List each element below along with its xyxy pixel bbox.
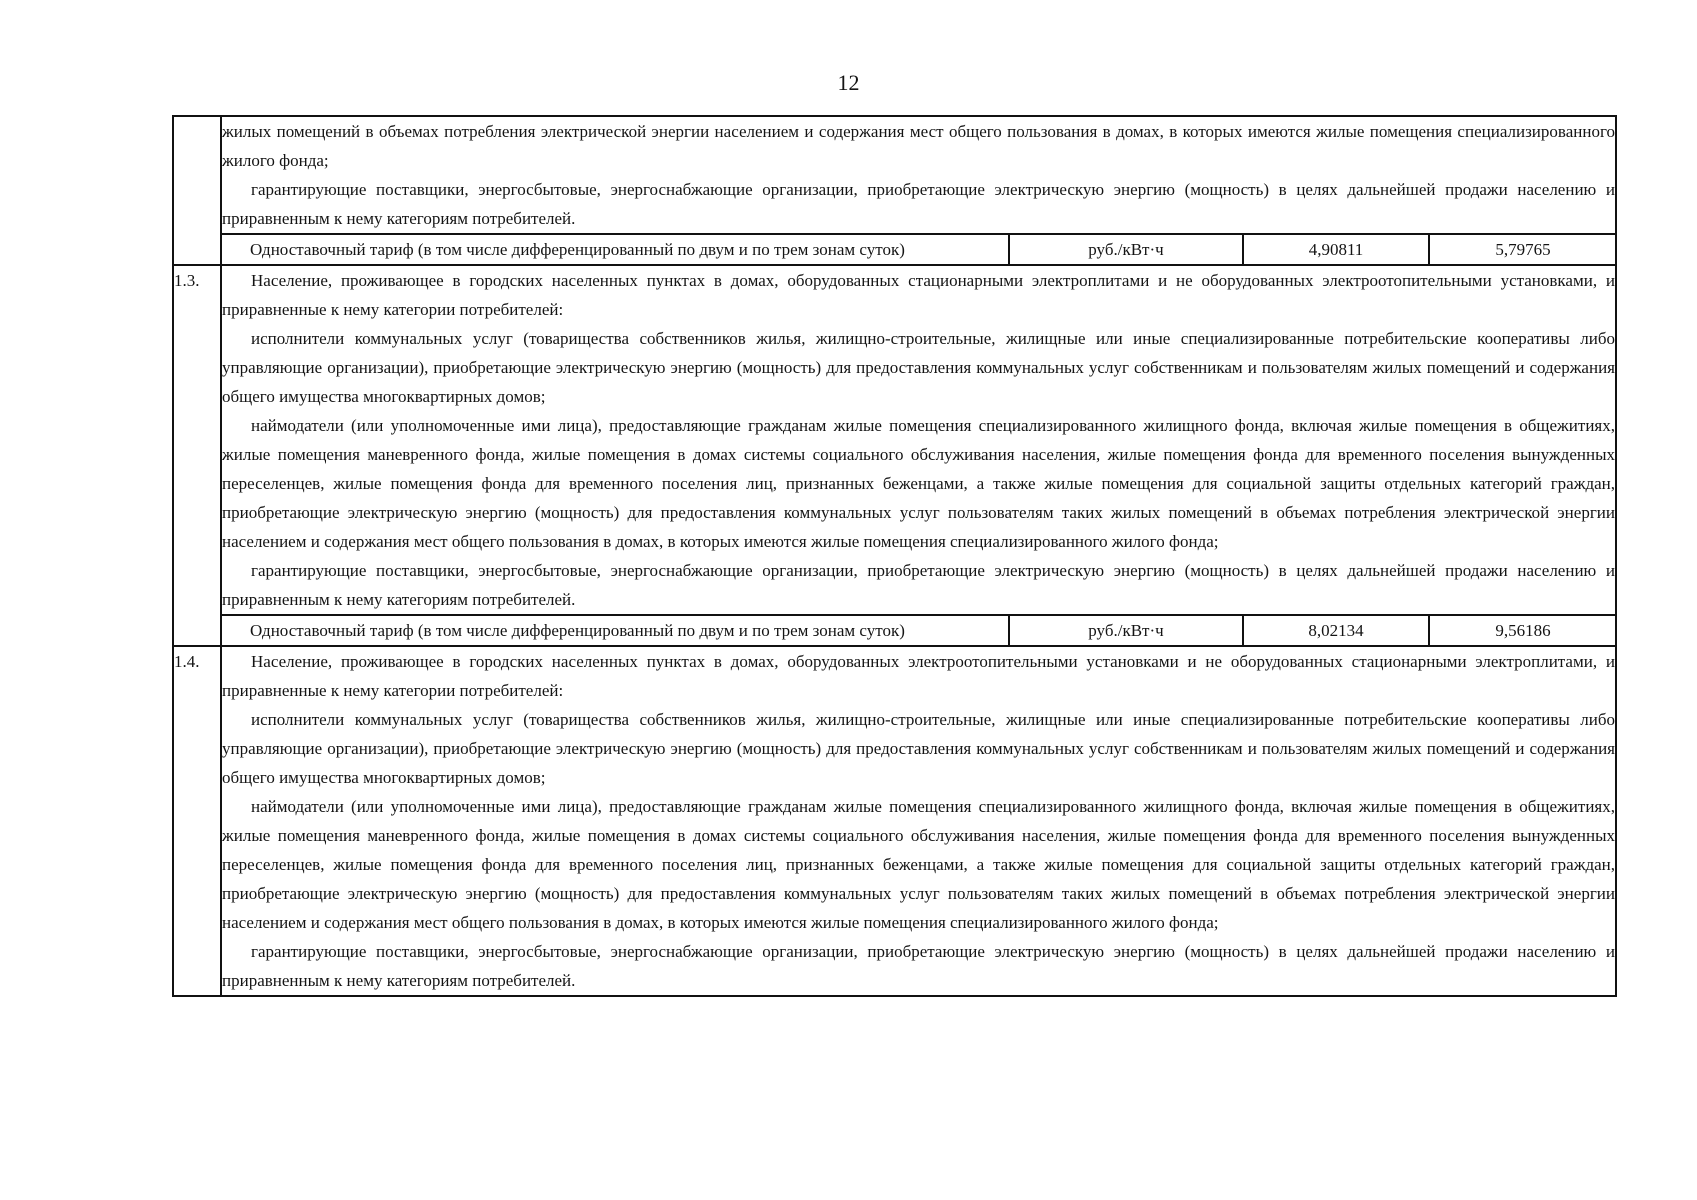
paragraph: Население, проживающее в городских населенных пунктах в домах, оборудованных электроотопительными установками и не оборудованных стационарными электроплитами, и приравненные к нему категории потребителей: xyxy=(222,652,1615,700)
paragraph: наймодатели (или уполномоченные ими лица), предоставляющие гражданам жилые помещения специализированного жилищного фонда, включая жилые помещения в общежитиях, жилые помещения маневренного фонда, жилые помещения в домах системы социального обслуживания населения, жилые помещения фонда для временного поселения вынужденных переселенцев, жилые помещения фонда для временного поселения лиц, признанных беженцами, а также жилые помещения для социальной защиты отдельных категорий граждан, приобретающие электрическую энергию (мощность) для предоставления коммунальных услуг пользователям таких жилых помещений в объемах потребления электрической энергии населением и содержания мест общего пользования в домах, в которых имеются жилые помещения специализированного жилого фонда; xyxy=(222,797,1615,932)
tariff-label: Одноставочный тариф (в том числе дифференцированный по двум и по трем зонам суток) xyxy=(221,616,1010,645)
tariff-unit: руб./кВт·ч xyxy=(1010,235,1244,264)
tariff-rate-row xyxy=(221,614,1616,645)
table-row xyxy=(173,116,1616,265)
tariff-value-first-half: 8,02134 xyxy=(1244,616,1430,645)
tariff-value-second-half: 9,56186 xyxy=(1495,621,1551,640)
tariff-rate-row xyxy=(221,233,1616,264)
tariff-unit: руб./кВт·ч xyxy=(1010,616,1244,645)
row-number: 1.3. xyxy=(173,265,221,646)
paragraph: исполнители коммунальных услуг (товарищества собственников жилья, жилищно-строительные, жилищные или иные специализированные потребительские кооперативы либо управляющие организации), приобретающие электрическую энергию (мощность) для предоставления коммунальных услуг собственникам и пользователям жилых помещений и содержания общего имущества многоквартирных домов; xyxy=(222,710,1615,787)
paragraph: жилых помещений в объемах потребления электрической энергии населением и содержания мест общего пользования в домах, в которых имеются жилые помещения специализированного жилого фонда; xyxy=(222,122,1615,170)
table-row xyxy=(173,646,1616,996)
tariff-value-first-half: 4,90811 xyxy=(1244,235,1430,264)
paragraph: наймодатели (или уполномоченные ими лица), предоставляющие гражданам жилые помещения специализированного жилищного фонда, включая жилые помещения в общежитиях, жилые помещения маневренного фонда, жилые помещения в домах системы социального обслуживания населения, жилые помещения фонда для временного поселения вынужденных переселенцев, жилые помещения фонда для временного поселения лиц, признанных беженцами, а также жилые помещения для социальной защиты отдельных категорий граждан, приобретающие электрическую энергию (мощность) для предоставления коммунальных услуг пользователям таких жилых помещений в объемах потребления электрической энергии населением и содержания мест общего пользования в домах, в которых имеются жилые помещения специализированного жилого фонда; xyxy=(222,416,1615,551)
row-content xyxy=(221,116,1616,265)
paragraph: гарантирующие поставщики, энергосбытовые, энергоснабжающие организации, приобретающие электрическую энергию (мощность) в целях дальнейшей продажи населению и приравненным к нему категориям потребителей. xyxy=(222,561,1615,609)
tariff-table xyxy=(172,115,1617,997)
tariff-label: Одноставочный тариф (в том числе дифференцированный по двум и по трем зонам суток) xyxy=(221,235,1010,264)
paragraph: исполнители коммунальных услуг (товарищества собственников жилья, жилищно-строительные, жилищные или иные специализированные потребительские кооперативы либо управляющие организации), приобретающие электрическую энергию (мощность) для предоставления коммунальных услуг собственникам и пользователям жилых помещений и содержания общего имущества многоквартирных домов; xyxy=(222,329,1615,406)
row-content xyxy=(221,265,1616,646)
row-content xyxy=(221,646,1616,996)
paragraph: гарантирующие поставщики, энергосбытовые, энергоснабжающие организации, приобретающие электрическую энергию (мощность) в целях дальнейшей продажи населению и приравненным к нему категориям потребителей. xyxy=(222,942,1615,990)
row-number xyxy=(173,116,221,265)
page-number: 12 xyxy=(837,70,860,95)
tariff-value-second-half: 5,79765 xyxy=(1495,240,1551,259)
table-row xyxy=(173,265,1616,646)
row-number: 1.4. xyxy=(173,646,221,996)
paragraph: гарантирующие поставщики, энергосбытовые, энергоснабжающие организации, приобретающие электрическую энергию (мощность) в целях дальнейшей продажи населению и приравненным к нему категориям потребителей. xyxy=(222,180,1615,228)
tariff-table-body xyxy=(173,116,1616,996)
paragraph: Население, проживающее в городских населенных пунктах в домах, оборудованных стационарными электроплитами и не оборудованных электроотопительными установками, и приравненные к нему категории потребителей: xyxy=(222,271,1615,319)
